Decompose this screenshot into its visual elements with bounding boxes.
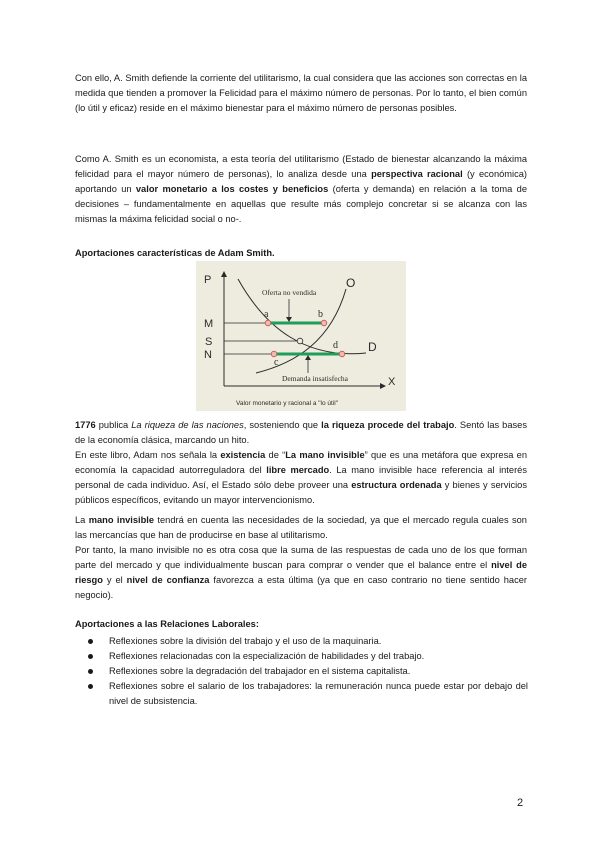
supply-demand-chart bbox=[196, 261, 406, 411]
point-b-marker bbox=[321, 320, 327, 326]
bullet-dot-icon bbox=[88, 669, 93, 674]
paragraph-1776: 1776 publica La riqueza de las naciones, sosteniendo que la riqueza procede del trabajo. Sentó las bases de la economía clásica, marcando un hito. bbox=[75, 420, 527, 445]
paragraph-por-tanto: Por tanto, la mano invisible no es otra cosa que la suma de las respuestas de cada uno de los que forman parte del mercado y que individualmente buscan para comprar o vender que el balance entre el nivel de riesgo y el nivel de confianza favorezca a esta última (ya que en caso contrario no tiene sentido hacer negocio). bbox=[75, 545, 528, 600]
section-heading-aportaciones-smith: Aportaciones características de Adam Smith. bbox=[75, 248, 275, 258]
curve-o-label: O bbox=[346, 276, 356, 290]
point-b-label: b bbox=[318, 309, 323, 320]
point-c-marker bbox=[271, 351, 277, 357]
page-number: 2 bbox=[517, 797, 524, 809]
oferta-no-vendida-label: Oferta no vendida bbox=[262, 288, 317, 297]
paragraph-mano-invisible: En este libro, Adam nos señala la existencia de “La mano invisible” que es una metáfora que expresa en economía la capacidad autorreguladora del libre mercado. La mano invisible hace referencia al interés personal de cada individuo. Así, el Estado sólo debe proveer una estructura ordenada y bienes y servicios públicos específicos, evitando un mayor intervencionismo. bbox=[75, 450, 527, 505]
supply-demand-figure bbox=[196, 261, 406, 411]
curve-d-label: D bbox=[368, 340, 377, 354]
axis-x-label: X bbox=[388, 376, 396, 388]
paragraph-necesidades: La mano invisible tendrá en cuenta las necesidades de la sociedad, ya que el mercado regula cuales son las mercancías que han de producirse en base al utilitarismo. bbox=[75, 515, 527, 540]
list-item: Reflexiones relacionadas con la especialización de habilidades y del trabajo. bbox=[88, 649, 528, 664]
paragraph-utilitarismo: Con ello, A. Smith defiende la corriente del utilitarismo, la cual considera que las acciones son correctas en la medida que tienden a promover la Felicidad para el máximo número de personas. Por lo tanto, el bien común (lo útil y eficaz) reside en el máximo bienestar para el máximo número de personas posibles. bbox=[75, 73, 527, 113]
point-c-label: c bbox=[274, 357, 279, 368]
level-m-label: M bbox=[204, 318, 214, 330]
list-item: Reflexiones sobre la división del trabajo y el uso de la maquinaria. bbox=[88, 634, 528, 649]
point-a-label: a bbox=[264, 309, 269, 320]
list-item: Reflexiones sobre la degradación del trabajador en el sistema capitalista. bbox=[88, 664, 528, 679]
x-axis-arrow bbox=[380, 383, 386, 389]
y-axis-arrow bbox=[221, 271, 227, 277]
oferta-arrow-head bbox=[286, 317, 292, 322]
equilibrium-marker bbox=[297, 338, 303, 344]
demanda-arrow-head bbox=[305, 355, 311, 360]
bullet-dot-icon bbox=[88, 654, 93, 659]
list-item: Reflexiones sobre el salario de los trabajadores: la remuneración nunca puede estar por debajo del nivel de subsistencia. bbox=[88, 679, 528, 709]
bullet-dot-icon bbox=[88, 639, 93, 644]
level-s-label: S bbox=[205, 336, 213, 348]
demanda-insatisfecha-label: Demanda insatisfecha bbox=[282, 374, 349, 383]
supply-curve bbox=[256, 289, 346, 373]
point-d-label: d bbox=[333, 340, 338, 351]
section-heading-relaciones-laborales: Aportaciones a las Relaciones Laborales: bbox=[75, 619, 259, 629]
bullet-dot-icon bbox=[88, 684, 93, 689]
paragraph-economista: Como A. Smith es un economista, a esta teoría del utilitarismo (Estado de bienestar alcanzando la máxima felicidad para el mayor número de personas), lo analiza desde una perspectiva racional (y económica) aportando un valor monetario a los costes y beneficios (oferta y demanda) en relación a la toma de decisiones – fundamentalmente en aquellas que resulte más complejo concretar si se alcanza con las mismas la máxima felicidad social o no-. bbox=[75, 154, 528, 224]
level-n-label: N bbox=[204, 349, 212, 361]
bullet-list bbox=[88, 634, 528, 709]
figure-caption: Valor monetario y racional a "lo útil" bbox=[236, 400, 339, 407]
point-a-marker bbox=[265, 320, 271, 326]
point-d-marker bbox=[339, 351, 345, 357]
axis-p-label: P bbox=[204, 274, 212, 286]
